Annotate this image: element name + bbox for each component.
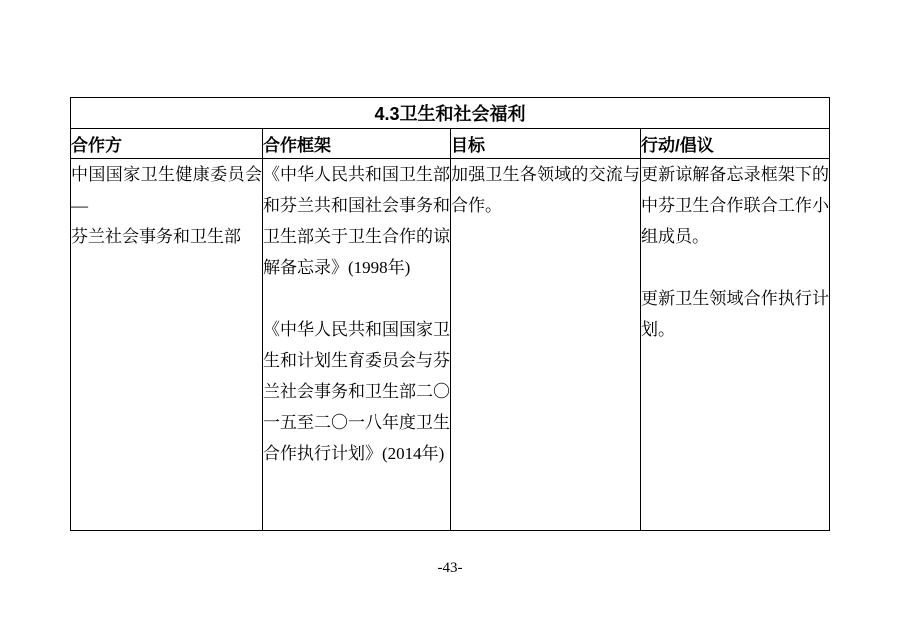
page-number: -43-: [437, 560, 463, 576]
table-row: [71, 159, 830, 531]
cell-partner: [71, 159, 263, 531]
header-partner: 合作方: [71, 129, 263, 159]
actions-paragraph-2: 更新卫生领域合作执行计划。: [641, 289, 830, 339]
actions-paragraph-1: 更新谅解备忘录框架下的中芬卫生合作联合工作小组成员。: [641, 165, 830, 246]
header-goal: 目标: [451, 129, 641, 159]
table-title: 4.3卫生和社会福利: [71, 98, 830, 129]
table-header-row: [71, 129, 830, 159]
header-actions: 行动/倡议: [641, 129, 830, 159]
goal-paragraph: 加强卫生各领域的交流与合作。: [451, 165, 640, 215]
cooperation-table: [70, 97, 830, 531]
framework-paragraph-1: 《中华人民共和国卫生部和芬兰共和国社会事务和卫生部关于卫生合作的谅解备忘录》(1998年): [263, 165, 450, 277]
cell-goal: [451, 159, 641, 531]
partner-line-1: 中国国家卫生健康委员会—: [71, 165, 262, 215]
framework-paragraph-2: 《中华人民共和国国家卫生和计划生育委员会与芬兰社会事务和卫生部二〇一五至二〇一八年度卫生合作执行计划》(2014年): [263, 320, 450, 463]
header-framework: 合作框架: [263, 129, 451, 159]
cell-actions: [641, 159, 830, 531]
partner-line-2: 芬兰社会事务和卫生部: [71, 227, 241, 246]
table-title-row: [71, 98, 830, 129]
cell-framework: [263, 159, 451, 531]
